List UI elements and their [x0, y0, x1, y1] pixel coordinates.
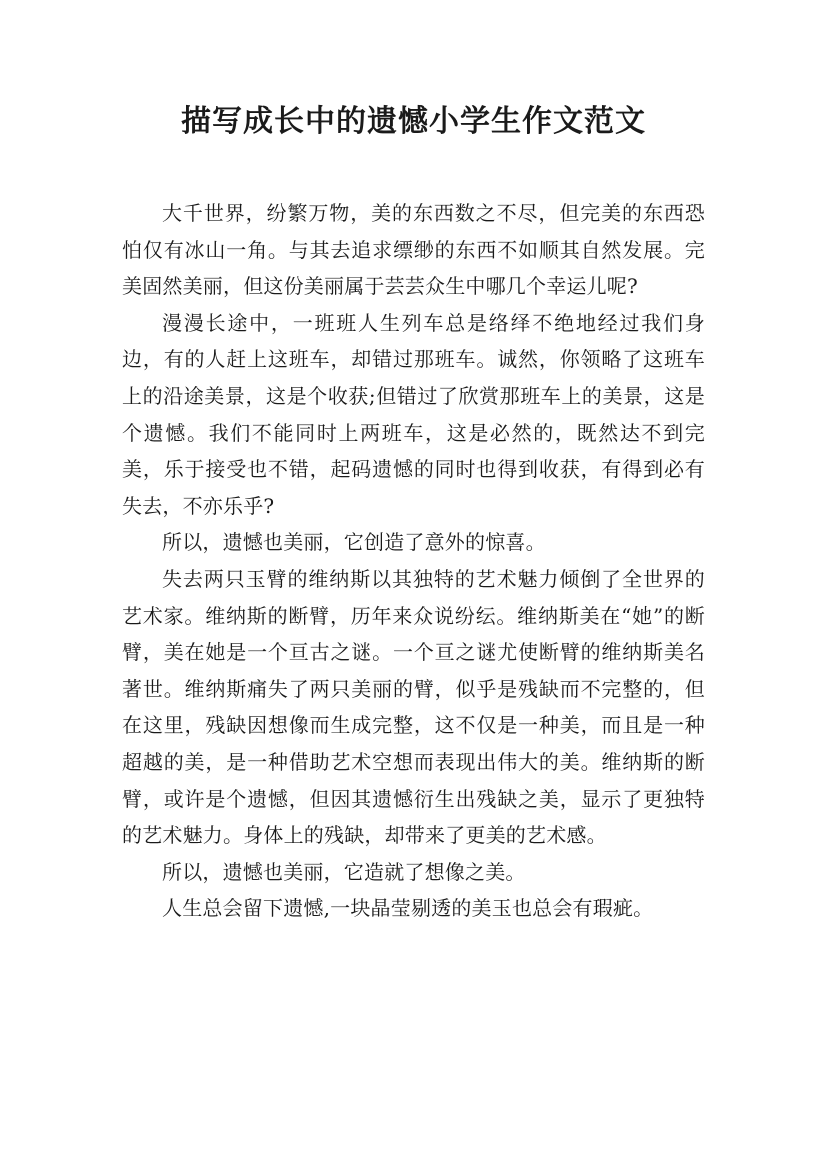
- document-body: [122, 195, 705, 927]
- paragraph: 失去两只玉臂的维纳斯以其独特的艺术魅力倾倒了全世界的艺术家。维纳斯的断臂，历年来众说纷纭。维纳斯美在“她”的断臂，美在她是一个亘古之谜。一个亘之谜尤使断臂的维纳斯美名著世。维纳斯痛失了两只美丽的臂，似乎是残缺而不完整的，但在这里，残缺因想像而生成完整，这不仅是一种美，而且是一种超越的美，是一种借助艺术空想而表现出伟大的美。维纳斯的断臂，或许是个遗憾，但因其遗憾衍生出残缺之美，显示了更独特的艺术魅力。身体上的残缺，却带来了更美的艺术感。: [122, 566, 705, 848]
- document-title: 描写成长中的遗憾小学生作文范文: [181, 104, 646, 139]
- paragraph: 所以，遗憾也美丽，它造就了想像之美。: [162, 859, 526, 884]
- paragraph: 漫漫长途中，一班班人生列车总是络绎不绝地经过我们身边，有的人赶上这班车，却错过那班车。诚然，你领略了这班车上的沿途美景，这是个收获;但错过了欣赏那班车上的美景，这是个遗憾。我们不能同时上两班车，这是必然的，既然达不到完美，乐于接受也不错，起码遗憾的同时也得到收获，有得到必有失去，不亦乐乎?: [122, 310, 705, 518]
- paragraph: 人生总会留下遗憾,一块晶莹剔透的美玉也总会有瑕疵。: [162, 896, 654, 921]
- paragraph: 所以，遗憾也美丽，它创造了意外的惊喜。: [162, 530, 546, 555]
- paragraph: 大千世界，纷繁万物，美的东西数之不尽，但完美的东西恐怕仅有冰山一角。与其去追求缥缈的东西不如顺其自然发展。完美固然美丽，但这份美丽属于芸芸众生中哪几个幸运儿呢?: [122, 201, 705, 299]
